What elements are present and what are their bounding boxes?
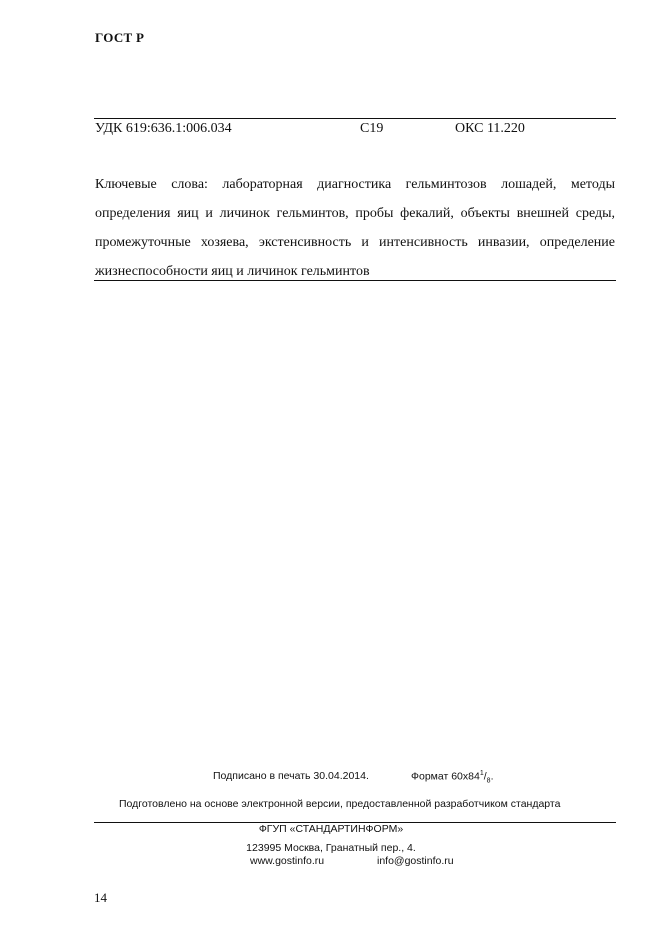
udk-code: УДК 619:636.1:006.034: [95, 121, 232, 136]
top-divider: [94, 118, 616, 119]
prepared-note: Подготовлено на основе электронной версии, предоставленной разработчиком стандарта: [119, 798, 561, 810]
paper-format: Формат $60х84^1/_8$.: [411, 770, 494, 785]
email-link[interactable]: info@gostinfo.ru: [377, 855, 454, 867]
website-link[interactable]: www.gostinfo.ru: [250, 855, 325, 867]
standard-code-header: ГОСТ Р: [95, 30, 145, 45]
format-numerator: 1: [479, 770, 484, 777]
keywords-divider: [94, 280, 616, 281]
signed-date: Подписано в печать 30.04.2014.: [213, 770, 369, 782]
publisher-name: ФГУП «СТАНДАРТИНФОРМ»: [258, 823, 404, 835]
keywords-paragraph: Ключевые слова: лабораторная диагностика гельминтозов лошадей, методы определения яиц и личинок гельминтов, пробы фекалий, объекты внешней среды, промежуточные хозяева, экстенсивность и интенсивность инвазии, определение жизнеспособности яиц и личинок гельминтов: [95, 177, 615, 279]
format-suffix: .: [490, 770, 494, 783]
classification-line: [95, 121, 615, 139]
format-prefix: Формат 60х84: [411, 770, 480, 783]
oks-code: ОКС 11.220: [455, 121, 525, 136]
format-denominator: 8: [486, 777, 491, 785]
publisher-address: 123995 Москва, Гранатный пер., 4.: [246, 842, 416, 854]
page-number: 14: [94, 890, 107, 905]
group-code: С19: [360, 121, 384, 136]
